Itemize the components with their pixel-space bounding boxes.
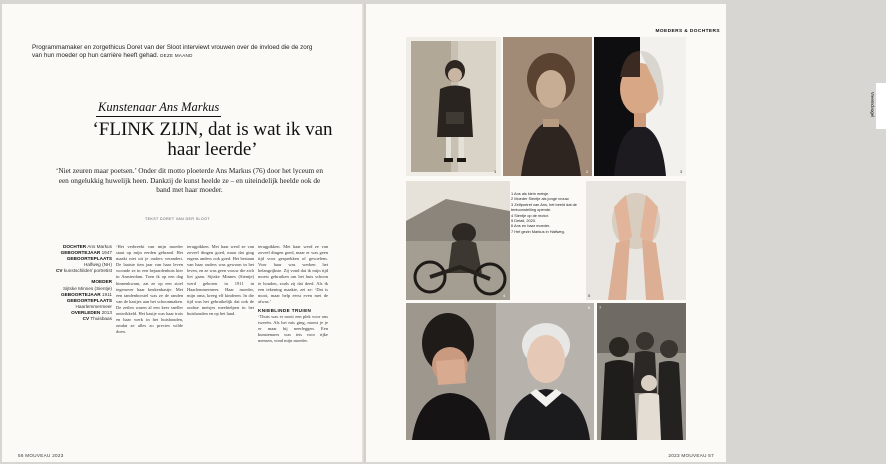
caption-item: 1 Ans als klein meisje. xyxy=(511,191,550,196)
photo-image xyxy=(597,303,686,440)
photo-image xyxy=(586,181,686,300)
photo-image xyxy=(406,37,501,176)
photo-number: 6 xyxy=(588,305,591,310)
intro-credit: DEZE MAAND xyxy=(160,53,193,59)
article-standfirst: ‘Niet zeuren maar poetsen.’ Onder dit motto ploeterde Ans Markus (76) door het lyceum en een ongelukkig huwelijk heen. Dankzij de kunst heelde ze – en uiteindelijk heelde ook de band met haar moeder. xyxy=(55,166,324,195)
photo-motorbike xyxy=(406,181,510,300)
body-column-1: ‘Het verbreekt van mijn moeder staat op mijn eerden gebrand. Het maakt niet uit je ouders verandert. De laatste tien jaar van haar leven woonde ze in een bejaardenhuis hier in Amsterdam. Toen ik op een dag binnenkwam, zat ze op een stoel tegenover haar keukenkastje. Met een tandenborstel was ze de randen van de kastjes aan het schoonmaken. De zeilen waren al een keer sneller ontwikkeld. Het kastje was haar trots en haar werk in het huishouden, omdat ze alles zo precies wilde doen. xyxy=(116,244,183,335)
byline: TEKST DORET VAN DER SLOOT xyxy=(145,217,210,221)
photo-hands-face xyxy=(586,181,686,300)
body-paragraph: terugpikken. Met haar werd ze van zoveel dingen goed, maar er was geen tijd voor gesprekken of gevoelens. Voor haar was werken het belangrijkste. Zij vond dat ik mijn tijd moest gebruiken om het huis schoon te houden, zoals zij dat deed. Als ik een tekening maakte, zei ze: ‘Dat is mooi, maar help eerst even met de afwas.’ xyxy=(258,244,328,304)
photo-number: 1 xyxy=(494,169,497,174)
right-page xyxy=(366,4,876,462)
caption-item: 2 Moeder Sientje als jonge vrouw. xyxy=(511,196,570,202)
body-column-2: terugpikken. Met haar werd ze van zoveel dingen goed, maar dat ging ergens anders ook goed. Het bestaan van haar ouders was gewoon in het leven, en ze was geen vrouw die zich liet gaan. Sijtske Minnes (Sientje) werd geboren in 1911 in Haarlemmermeer. Haar moeder, mijn oma, kreeg elf kinderen. In die tijd was het gebruikelijk dat ook de oudste meisjes meehielpen in het huishouden en op het land. xyxy=(187,244,254,317)
fact-row: MOEDER xyxy=(91,279,112,285)
left-page xyxy=(2,4,364,462)
caption-item: 5 Detail, 2020. xyxy=(511,218,537,224)
caption-item: 6 Ans en haar moeder. xyxy=(511,223,551,229)
intro-text xyxy=(32,44,322,61)
photo-family xyxy=(597,303,686,440)
fact-row: OVERLEDEN 2013 xyxy=(71,309,112,315)
photo-number: 3 xyxy=(680,169,683,174)
fact-row: GEBOORTEPLAATS xyxy=(66,256,112,262)
caption-item: 3 Zelfportret van Ans, het beeld dat de tentoonstelling opende. xyxy=(511,201,577,213)
caption-item: 7 Het gezin Markus in Halfweg. xyxy=(511,228,565,234)
photo-young-mother xyxy=(503,37,592,176)
vertical-tag: Vreemdvogel xyxy=(876,83,886,129)
photo-number: 2 xyxy=(586,169,589,174)
fact-row: Sijtske Minnes (Sientje) xyxy=(63,285,112,291)
photo-image xyxy=(503,37,592,176)
article-kicker: Kunstenaar Ans Markus xyxy=(96,100,221,117)
fact-row: GEBOORTEJAAR 1911 xyxy=(61,291,112,297)
subheading: KNIEBLINDE TRUIEN xyxy=(258,307,312,313)
body-paragraph: ‘Thuis was er nooit een plek voor ons tweeën. Als het mis ging, moest je je er maar bij neerleggen. Een kunstenares was iets voor rijke mensen, vond mijn moeder. xyxy=(258,314,328,344)
photo-number: 5 xyxy=(588,293,591,298)
section-label: MOEDERS & DOCHTERS xyxy=(655,29,720,34)
photo-image xyxy=(406,303,594,440)
fact-box xyxy=(38,244,112,322)
photo-image xyxy=(406,181,510,300)
photo-captions xyxy=(511,191,583,234)
photo-mother-daughter xyxy=(406,303,594,440)
fact-row: CV kunstschilder/ portretist xyxy=(55,268,112,274)
photo-image xyxy=(594,37,686,176)
fact-row: GEBOORTEPLAATS xyxy=(66,297,112,303)
page-folio-right: 2023 MOUVEAU 57 xyxy=(668,453,714,458)
intro-body: Programmamaker en zorgethicus Doret van der Sloot interviewt vrouwen over de invloed die de zorg van hun moeder op hun carrière heeft gehad. xyxy=(32,44,313,60)
caption-item: 4 Sientje op de motor. xyxy=(511,212,549,218)
photo-number: 4 xyxy=(503,293,506,298)
fact-row: Haarlemmermeer xyxy=(75,303,112,309)
fact-row: Halfweg (NH) xyxy=(83,262,112,268)
page-folio-left: 56 MOUVEAU 2023 xyxy=(18,453,64,458)
fact-row: GEBOORTEJAAR 1947 xyxy=(60,250,112,256)
photo-child-portrait xyxy=(406,37,501,176)
photo-number: 7 xyxy=(599,305,602,310)
body-column-3 xyxy=(258,244,328,345)
photo-split-portrait xyxy=(594,37,876,176)
fact-row: DOCHTER Ans Markus xyxy=(63,244,112,249)
article-headline: ‘FLINK ZIJN, dat is wat ik van haar leerde’ xyxy=(92,119,333,160)
fact-row: CV Thuisbaas xyxy=(82,316,112,322)
